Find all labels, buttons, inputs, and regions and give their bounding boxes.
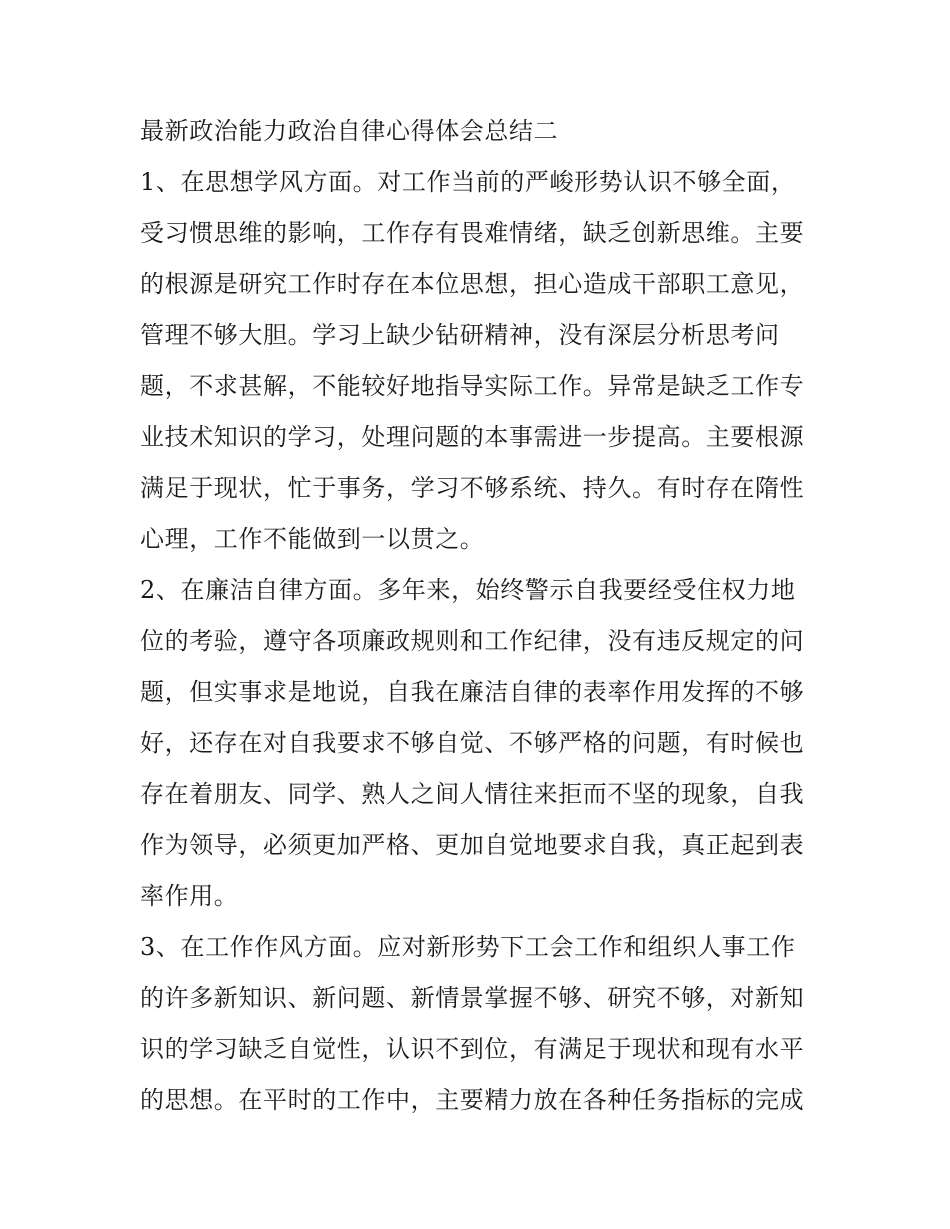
paragraph-line: 的许多新知识、新问题、新情景掌握不够、研究不够，对新知 xyxy=(140,984,805,1012)
paragraph-line: 管理不够大胆。学习上缺少钻研精神，没有深层分析思考问 xyxy=(140,321,780,349)
paragraph-line: 1、在思想学风方面。对工作当前的严峻形势认识不够全面， xyxy=(140,168,796,196)
paragraph-line: 率作用。 xyxy=(140,882,239,910)
paragraph-2 xyxy=(140,565,820,922)
paragraph-line: 业技术知识的学习，处理问题的本事需进一步提高。主要根源 xyxy=(140,423,805,451)
paragraph-line: 2、在廉洁自律方面。多年来，始终警示自我要经受住权力地 xyxy=(140,576,796,604)
paragraph-line: 心理，工作不能做到一以贯之。 xyxy=(140,525,485,553)
paragraph-line: 识的学习缺乏自觉性，认识不到位，有满足于现状和现有水平 xyxy=(140,1035,805,1063)
document-body xyxy=(140,106,820,1126)
paragraph-line: 3、在工作作风方面。应对新形势下工会工作和组织人事工作 xyxy=(140,933,796,961)
paragraph-line: 受习惯思维的影响，工作存有畏难情绪，缺乏创新思维。主要 xyxy=(140,219,805,247)
paragraph-3 xyxy=(140,922,820,1126)
paragraph-line: 的思想。在平时的工作中，主要精力放在各种任务指标的完成 xyxy=(140,1086,805,1114)
paragraph-line: 满足于现状，忙于事务，学习不够系统、持久。有时存在隋性 xyxy=(140,474,805,502)
paragraph-line: 位的考验，遵守各项廉政规则和工作纪律，没有违反规定的问 xyxy=(140,627,805,655)
document-title: 最新政治能力政治自律心得体会总结二 xyxy=(140,117,559,145)
paragraph-line: 题，但实事求是地说，自我在廉洁自律的表率作用发挥的不够 xyxy=(140,678,805,706)
paragraph-line: 好，还存在对自我要求不够自觉、不够严格的问题，有时候也 xyxy=(140,729,805,757)
paragraph-line: 的根源是研究工作时存在本位思想，担心造成干部职工意见， xyxy=(140,270,805,298)
paragraph-1 xyxy=(140,157,820,565)
paragraph-line: 题，不求甚解，不能较好地指导实际工作。异常是缺乏工作专 xyxy=(140,372,805,400)
paragraph-line: 存在着朋友、同学、熟人之间人情往来拒而不坚的现象，自我 xyxy=(140,780,805,808)
paragraph-line: 作为领导，必须更加严格、更加自觉地要求自我，真正起到表 xyxy=(140,831,805,859)
